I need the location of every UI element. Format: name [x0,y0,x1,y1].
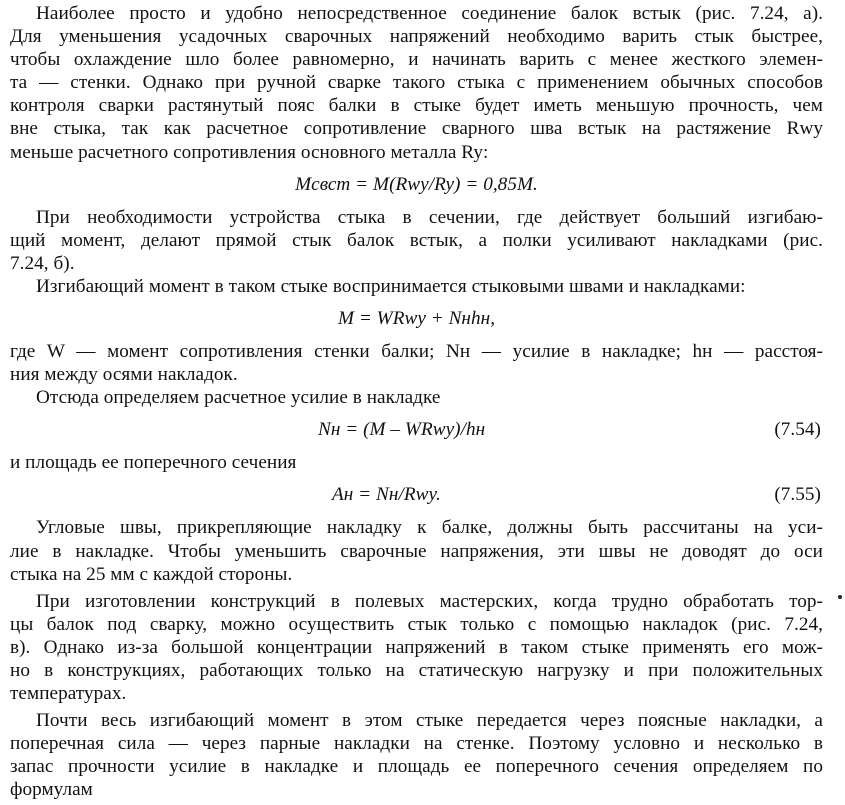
text-line: При изготовлении конструкций в полевых мастерских, когда трудно обработать тор- [36,590,823,612]
paragraph-fillet-welds [10,516,823,585]
text-line: чтобы охлаждение шло более равномерно, и начинать варить с менее жесткого элемен- [10,49,823,71]
equation-number: (7.55) [774,484,821,506]
text-line: Отсюда определяем расчетное усилие в накладке [36,387,441,409]
formula-body: Mсвст = M(Rwy/Ry) = 0,85M. [295,173,538,195]
text-line: Угловые швы, прикрепляющие накладку к балке, должны быть рассчитаны на уси- [36,517,823,539]
text-line: Изгибающий момент в таком стыке воспринимается стыковыми швами и накладками: [36,275,746,297]
formula-7-54 [10,418,823,442]
text-line: запас прочности усилие в накладке и площадь ее поперечного сечения определяем по [10,756,823,778]
paragraph-area-intro [10,451,823,474]
formula-body: M = WRwy + Nнhн, [337,308,496,330]
paragraph-flange-plates [10,709,823,801]
text-line: где W — момент сопротивления стенки балки; Nн — усилие в накладке; hн — расстоя- [10,341,823,363]
text-line: щий момент, делают прямой стык балок встык, а полки усиливают накладками (рис. [10,229,823,251]
text-line: меньше расчетного сопротивления основного металла Ry: [10,141,489,163]
text-line: но в конструкциях, работающих только на статическую нагрузку и при положительных [10,659,823,681]
text-line: формулам [10,779,93,801]
formula-body: Nн = (M – WRwy)/hн [318,419,486,441]
text-line: в). Однако из-за большой концентрации напряжений в таком стыке применять его мож- [10,636,823,658]
text-line: контроля сварки растянутый пояс балки в стыке будет иметь меньшую прочность, чем [10,95,823,117]
text-line: вне стыка, так как расчетное сопротивление сварного шва встык на растяжение Rwy [10,118,823,140]
text-line: та — стенки. Однако при ручной сварке такого стыка с применением обычных способов [10,72,823,94]
paragraph-field-workshop [10,590,823,705]
text-line: При необходимости устройства стыка в сечении, где действует больший изгибаю- [36,206,823,228]
formula-moment-sum [10,307,823,331]
text-line: Для уменьшения усадочных сварочных напряжений необходимо варить стык быстрее, [10,26,823,48]
text-line: ния между осями накладок. [10,364,238,386]
scan-speck [838,595,842,599]
text-line: цы балок под сварку, можно осуществить стык только с помощью накладок (рис. 7.24, [10,613,823,635]
text-line: и площадь ее поперечного сечения [10,452,297,474]
formula-body: Aн = Nн/Rwy. [332,484,441,506]
text-line: стыка на 25 мм с каждой стороны. [10,563,293,585]
paragraph-force-intro [10,386,823,409]
text-line: Наиболее просто и удобно непосредственное соединение балок встык (рис. 7.24, а). [36,3,823,24]
text-line: поперечная сила — через парные накладки на стенке. Поэтому условно и несколько в [10,733,823,755]
paragraph-reinforced-joint [10,206,823,275]
text-line: лие в накладке. Чтобы уменьшить сварочные напряжения, эти швы не доводят до оси [10,540,823,562]
text-line: температурах. [10,683,127,705]
formula-7-55 [10,483,823,507]
paragraph-butt-joint [10,2,823,164]
equation-number: (7.54) [774,419,821,441]
text-line: Почти весь изгибающий момент в этом стыке передается через поясные накладки, а [36,710,823,732]
text-line: 7.24, б). [10,252,75,274]
paragraph-definitions [10,340,823,386]
formula-weld-moment [10,173,823,197]
paragraph-moment-intro [10,275,823,298]
